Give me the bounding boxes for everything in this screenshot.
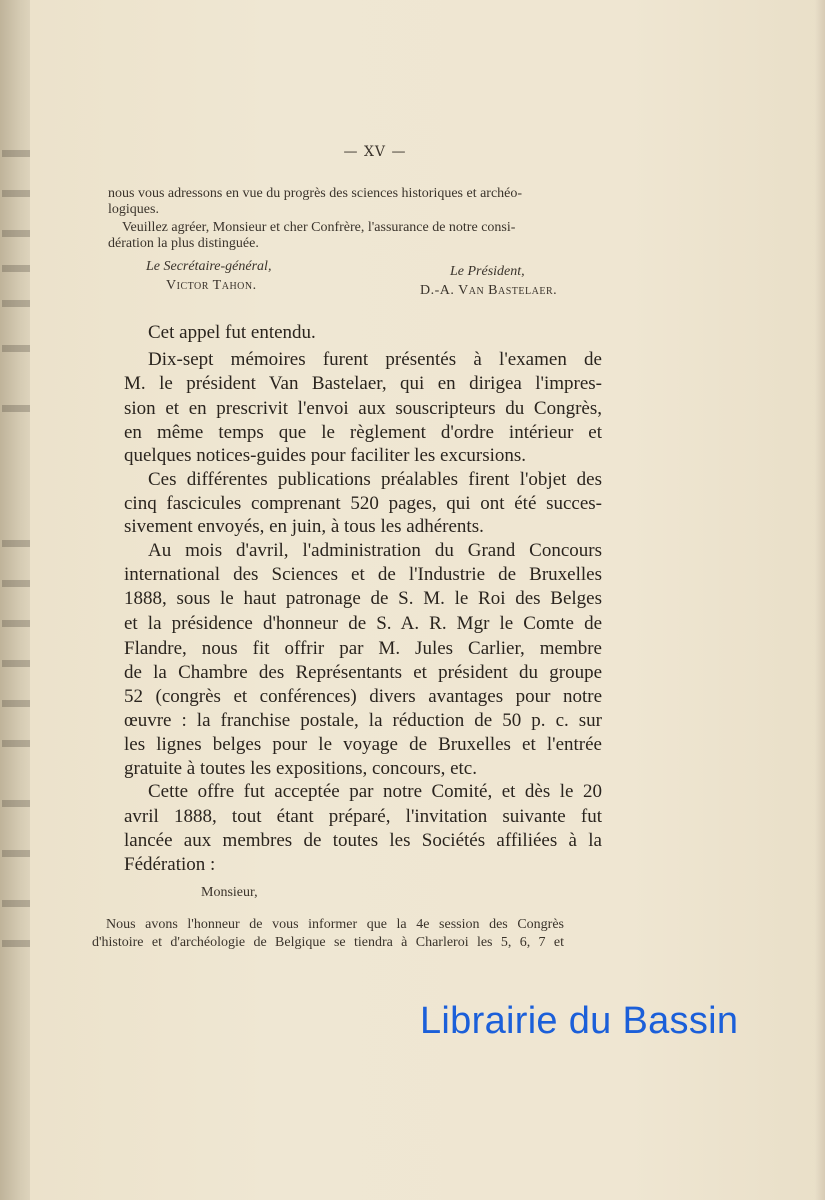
secretary-role: Le Secrétaire-général, (146, 259, 272, 274)
letter-start-line: d'histoire et d'archéologie de Belgique se tiendra à Charleroi les 5, 6, 7 et (92, 935, 564, 950)
president-signature (420, 264, 557, 299)
body-line: et la présidence d'honneur de S. A. R. Mgr le Comte de (124, 613, 602, 634)
body-line: sion et en prescrivit l'envoi aux souscripteurs du Congrès, (124, 398, 602, 419)
body-line: M. le président Van Bastelaer, qui en dirigea l'impres- (124, 373, 602, 394)
letter-end-line: Veuillez agréer, Monsieur et cher Confrère, l'assurance de notre consi- (122, 220, 516, 235)
letter-salutation: Monsieur, (201, 885, 258, 900)
letter-end-line: logiques. (108, 202, 159, 217)
letter-start-line: Nous avons l'honneur de vous informer que la 4e session des Congrès (106, 917, 564, 932)
page-edge-shadow (815, 0, 825, 1200)
body-line: Flandre, nous fit offrir par M. Jules Carlier, membre (124, 638, 602, 659)
body-line: œuvre : la franchise postale, la réduction de 50 p. c. sur (124, 710, 602, 731)
body-line: lancée aux membres de toutes les Sociétés affiliées à la (124, 830, 602, 851)
president-name: D.-A. Van Bastelaer. (420, 283, 558, 298)
body-line: quelques notices-guides pour faciliter les excursions. (124, 445, 527, 466)
body-line: gratuite à toutes les expositions, concours, etc. (124, 758, 477, 779)
body-line: Au mois d'avril, l'administration du Grand Concours (148, 540, 602, 561)
body-line: en même temps que le règlement d'ordre intérieur et (124, 422, 602, 443)
body-line: international des Sciences et de l'Industrie de Bruxelles (124, 564, 602, 585)
body-line: cinq fascicules comprenant 520 pages, qui ont été succes- (124, 493, 602, 514)
letter-end-line: nous vous adressons en vue du progrès des sciences historiques et archéo- (108, 186, 523, 201)
body-line: les lignes belges pour le voyage de Bruxelles et l'entrée (124, 734, 602, 755)
body-line: Fédération : (124, 854, 216, 875)
book-page (30, 0, 825, 1200)
body-line: 1888, sous le haut patronage de S. M. le Roi des Belges (124, 588, 602, 609)
body-line: de la Chambre des Représentants et président du groupe (124, 662, 602, 683)
body-line: Ces différentes publications préalables firent l'objet des (148, 469, 602, 490)
letter-end-line: dération la plus distinguée. (108, 236, 259, 251)
body-line: avril 1888, tout étant préparé, l'invitation suivante fut (124, 806, 602, 827)
body-line: Cette offre fut acceptée par notre Comité, et dès le 20 (148, 781, 602, 802)
body-line: 52 (congrès et conférences) divers avantages pour notre (124, 686, 602, 707)
body-line: sivement envoyés, en juin, à tous les adhérents. (124, 516, 484, 537)
president-role: Le Président, (450, 264, 525, 279)
body-line: Dix-sept mémoires furent présentés à l'examen de (148, 349, 602, 370)
secretary-signature (146, 259, 271, 294)
secretary-name: Victor Tahon. (166, 278, 257, 293)
watermark-text: Librairie du Bassin (420, 1000, 739, 1042)
page-number: — XV — (343, 144, 407, 160)
body-line: Cet appel fut entendu. (148, 322, 316, 343)
